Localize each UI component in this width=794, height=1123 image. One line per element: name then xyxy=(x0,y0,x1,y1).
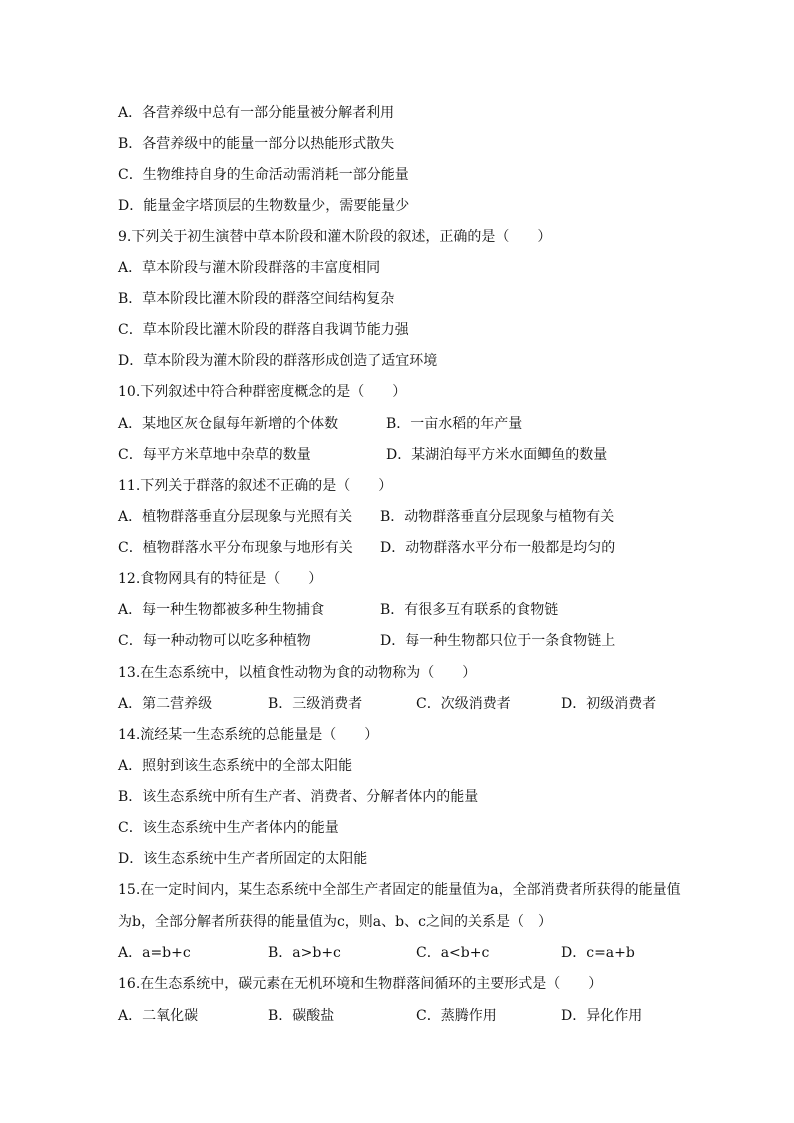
option: D．每一种生物都只位于一条食物链上 xyxy=(380,633,616,649)
option-line: A．各营养级中总有一部分能量被分解者利用 xyxy=(118,105,395,121)
question-15-stem-cont: 为b，全部分解者所获得的能量值为c，则a、b、c之间的关系是（ ） xyxy=(118,914,552,930)
option: C．a<b+c xyxy=(416,945,490,961)
option: A．二氧化碳 xyxy=(118,1008,199,1024)
question-12-stem: 12.食物网具有的特征是（ ） xyxy=(118,571,323,587)
option-line: B．各营养级中的能量一部分以热能形式散失 xyxy=(118,136,395,152)
option: B．碳酸盐 xyxy=(268,1008,335,1024)
option-line: C．生物维持自身的生命活动需消耗一部分能量 xyxy=(118,167,409,183)
option: A．第二营养级 xyxy=(118,696,213,712)
option: B．动物群落垂直分层现象与植物有关 xyxy=(380,509,615,525)
option-row xyxy=(118,444,738,466)
option-line: D．该生态系统中生产者所固定的太阳能 xyxy=(118,851,368,867)
question-11-stem: 11.下列关于群落的叙述不正确的是（ ） xyxy=(118,478,393,494)
option-row xyxy=(118,630,738,652)
option: B．一亩水稻的年产量 xyxy=(386,416,523,432)
question-14-stem: 14.流经某一生态系统的总能量是（ ） xyxy=(118,727,379,743)
option: C．蒸腾作用 xyxy=(416,1008,497,1024)
option: B．三级消费者 xyxy=(268,696,363,712)
option-line: D．草本阶段为灌木阶段的群落形成创造了适宜环境 xyxy=(118,353,438,369)
option-line: B．该生态系统中所有生产者、消费者、分解者体内的能量 xyxy=(118,789,479,805)
option: D．某湖泊每平方米水面鲫鱼的数量 xyxy=(386,447,608,463)
option: C．每平方米草地中杂草的数量 xyxy=(118,447,311,463)
option-row xyxy=(118,693,738,715)
option-row xyxy=(118,1005,738,1027)
question-16-stem: 16.在生态系统中，碳元素在无机环境和生物群落间循环的主要形式是（ ） xyxy=(118,976,603,992)
option-line: A．草本阶段与灌木阶段群落的丰富度相同 xyxy=(118,260,381,276)
option-line: B．草本阶段比灌木阶段的群落空间结构复杂 xyxy=(118,291,395,307)
option-row xyxy=(118,413,738,435)
option: A．植物群落垂直分层现象与光照有关 xyxy=(118,509,353,525)
option-row xyxy=(118,942,738,964)
option-line: A．照射到该生态系统中的全部太阳能 xyxy=(118,758,353,774)
option-line: C．该生态系统中生产者体内的能量 xyxy=(118,820,339,836)
option: A．每一种生物都被多种生物捕食 xyxy=(118,602,325,618)
option: D．c=a+b xyxy=(561,945,635,961)
option: A．a=b+c xyxy=(118,945,191,961)
option: D．动物群落水平分布一般都是均匀的 xyxy=(380,540,616,556)
option: C．每一种动物可以吃多种植物 xyxy=(118,633,311,649)
option: A．某地区灰仓鼠每年新增的个体数 xyxy=(118,416,339,432)
option-row xyxy=(118,537,738,559)
option: D．初级消费者 xyxy=(561,696,657,712)
option-line: C．草本阶段比灌木阶段的群落自我调节能力强 xyxy=(118,322,409,338)
option: B．a>b+c xyxy=(268,945,341,961)
question-13-stem: 13.在生态系统中，以植食性动物为食的动物称为（ ） xyxy=(118,665,477,681)
option-line: D．能量金字塔顶层的生物数量少，需要能量少 xyxy=(118,198,410,214)
option-row xyxy=(118,506,738,528)
option: D．异化作用 xyxy=(561,1008,643,1024)
question-9-stem: 9.下列关于初生演替中草本阶段和灌木阶段的叙述，正确的是（ ） xyxy=(118,229,552,245)
option: C．植物群落水平分布现象与地形有关 xyxy=(118,540,353,556)
option: C．次级消费者 xyxy=(416,696,511,712)
option-row xyxy=(118,599,738,621)
question-15-stem: 15.在一定时间内，某生态系统中全部生产者固定的能量值为a，全部消费者所获得的能量值 xyxy=(118,882,681,898)
question-10-stem: 10.下列叙述中符合种群密度概念的是（ ） xyxy=(118,384,407,400)
option: B．有很多互有联系的食物链 xyxy=(380,602,559,618)
